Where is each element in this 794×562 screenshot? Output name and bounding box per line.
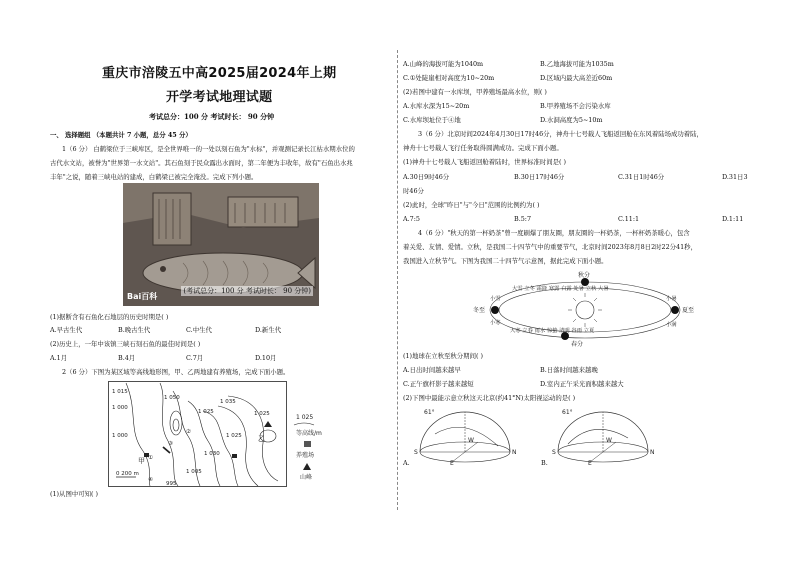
option: D.10月 bbox=[255, 354, 277, 362]
sky-dome-a bbox=[410, 404, 520, 466]
legend-contour-value: 1 025 bbox=[296, 414, 314, 421]
option: D.1:11 bbox=[722, 215, 744, 223]
contour-label: 1 050 bbox=[164, 395, 180, 401]
baike-logo: Bai百科 bbox=[127, 292, 158, 301]
exam-meta: 考试总分：100 分 考试时长： 90 分钟 bbox=[149, 112, 275, 121]
question-text: 2（6 分）下图为某区域等高线地形图，甲、乙两地建有养殖场，完成下面小题。 bbox=[62, 368, 290, 376]
legend-farm-label: 养殖场 bbox=[296, 452, 315, 459]
option: B.日落时间越来越晚 bbox=[540, 366, 598, 374]
question-text: 3（6 分）北京时间2024年4月30日17时46分，神舟十七号载人飞船返回舱在东风着陆场成功着陆， bbox=[418, 130, 703, 138]
direction-e: E bbox=[450, 460, 454, 466]
question-text: 古代水文站，被誉为"世界第一水文站"。其石鱼刻于民众露出水面时，第二年便为丰收年，故有"石鱼出水兆 bbox=[50, 159, 353, 167]
option: C.①处陡崖相对高度为10~20m bbox=[403, 74, 495, 82]
legend-contour-label: 等高线/m bbox=[296, 430, 322, 437]
contour-label: 1 005 bbox=[186, 469, 202, 475]
sun-icon bbox=[576, 301, 594, 319]
contour-label: 1 030 bbox=[204, 451, 220, 457]
option: A.1月 bbox=[50, 354, 68, 362]
question-text: 神舟十七号载人飞行任务取得圆满成功。完成下面小题。 bbox=[403, 144, 563, 152]
sub-question: (1)据断含有石鱼化石地层的历史时期是( ) bbox=[50, 313, 169, 321]
map-scale: 0 200 m bbox=[116, 471, 139, 477]
option: B.甲养殖场不会污染水库 bbox=[540, 102, 611, 110]
sky-dome-b bbox=[548, 404, 658, 466]
equinox-label: 秋分 bbox=[578, 272, 591, 279]
solar-terms-diagram bbox=[470, 270, 700, 348]
contour-label: 1 025 bbox=[198, 409, 214, 415]
contour-map bbox=[108, 381, 338, 487]
stone-fish-photo bbox=[123, 183, 319, 306]
solstice-label: 夏至 bbox=[682, 307, 695, 314]
solar-term-label: 小寒 bbox=[490, 320, 501, 326]
option: D.区域内最大高差近60m bbox=[540, 74, 613, 82]
contour-label: 1 025 bbox=[254, 411, 270, 417]
option: C.31日1时46分 bbox=[618, 173, 665, 181]
earth-winter-solstice bbox=[491, 306, 499, 314]
earth-autumn-equinox bbox=[581, 278, 589, 286]
direction-s: S bbox=[414, 449, 418, 456]
direction-w: W bbox=[468, 437, 474, 444]
solar-terms-top: 大雪 立冬 霜降 寒露 白露 处暑 立秋 大暑 bbox=[512, 286, 609, 292]
option: A.早古生代 bbox=[50, 326, 83, 334]
option: D.31日3 bbox=[722, 173, 748, 181]
option: C.7月 bbox=[186, 354, 204, 362]
question-text: 我国进入立秋节气。下图为我国二十四节气示意图，据此完成下面小题。 bbox=[403, 257, 608, 265]
option: B.4月 bbox=[118, 354, 136, 362]
question-text: 4（6 分）"秋天的第一杯奶茶"曾一度刷爆了朋友圈，朋友圈的一杯奶茶，一杯杯奶茶暖心，包含 bbox=[418, 229, 690, 237]
solar-term-label: 小满 bbox=[666, 322, 677, 328]
contour-label: 1 025 bbox=[226, 433, 242, 439]
contour-label: 995 bbox=[166, 481, 177, 487]
site-mark: ② bbox=[186, 429, 191, 435]
option: C.中生代 bbox=[186, 326, 212, 334]
option: B.乙地海拔可能为1035m bbox=[540, 60, 614, 68]
contour-label: 1 000 bbox=[112, 405, 128, 411]
option: D.室内正午采光面积越来越大 bbox=[540, 380, 624, 388]
solstice-label: 冬至 bbox=[473, 307, 486, 314]
page-title: 重庆市涪陵五中高2025届2024年上期 bbox=[102, 66, 337, 81]
option: B.30日17时46分 bbox=[514, 173, 565, 181]
option: A.水库水深为15~20m bbox=[403, 102, 470, 110]
sub-question: (1)神舟十七号载人飞船返回舱着陆时，世界标准时间是( ) bbox=[403, 158, 567, 166]
sub-question: (1)地球在立秋至秋分期间( ) bbox=[403, 352, 483, 360]
option-wrap: 时46分 bbox=[403, 187, 424, 195]
direction-e: E bbox=[588, 460, 592, 466]
place-label-yi: 乙 bbox=[258, 435, 265, 443]
option-label-b: B. bbox=[541, 459, 548, 467]
question-text: 丰年"之说，随着三峡电站的建成，白鹤梁已被完全淹没。完成下列小题。 bbox=[50, 173, 258, 181]
farm-marker bbox=[232, 454, 237, 458]
option-label-a: A. bbox=[403, 459, 410, 467]
photo-caption: (考试总分：100 分 考试时长： 90 分钟) bbox=[183, 287, 311, 295]
place-label-jia: 甲 bbox=[138, 457, 145, 465]
option: A.30日9时46分 bbox=[403, 173, 450, 181]
direction-n: N bbox=[512, 449, 517, 456]
sub-question: (1)从图中可知( ) bbox=[50, 490, 99, 498]
option: B.晚古生代 bbox=[118, 326, 151, 334]
sun-angle-label: 61° bbox=[424, 409, 435, 416]
column-divider bbox=[397, 50, 398, 510]
option: C.11:1 bbox=[618, 215, 640, 223]
direction-n: N bbox=[650, 449, 655, 456]
direction-w: W bbox=[606, 437, 612, 444]
option: C.水库坝址位于④地 bbox=[403, 116, 461, 124]
option: A.山峰的海拔可能为1040m bbox=[403, 60, 484, 68]
sub-question: (2)若图中建有一水库坝，甲养殖场最高水位，则( ) bbox=[403, 88, 547, 96]
solar-term-label: 小暑 bbox=[666, 296, 677, 302]
question-text: 着关爱、友情、爱情。立秋，是我国二十四节气中的重要节气，北京时间2023年8月8日2时22分41秒， bbox=[403, 243, 697, 251]
option: B.5:7 bbox=[514, 215, 532, 223]
sub-question: (2)下图中最能示意立秋这天北京(约41°N)太阳视运动的是( ) bbox=[403, 394, 576, 402]
solar-terms-bottom: 大寒 立春 雨水 惊蛰 清明 谷雨 立夏 bbox=[510, 328, 595, 334]
site-mark: ③ bbox=[168, 441, 173, 447]
sun-angle-label: 61° bbox=[562, 409, 573, 416]
site-mark: ④ bbox=[148, 477, 153, 483]
sub-question: (2)此时，全球"昨日"与"今日"范围的比例约为( ) bbox=[403, 201, 540, 209]
site-mark: ① bbox=[148, 455, 153, 461]
option: A.日出时间越来越早 bbox=[403, 366, 461, 374]
contour-label: 1 015 bbox=[112, 389, 128, 395]
question-text: 1（6 分） 白鹤梁位于三峡库区，是全世界唯一的一处以刻石鱼为"水标"，并观测记录长江枯水期水位的 bbox=[62, 145, 355, 153]
contour-label: 1 000 bbox=[112, 433, 128, 439]
solar-term-label: 小雪 bbox=[490, 296, 501, 302]
contour-label: 1 035 bbox=[220, 399, 236, 405]
section-heading: 一、 选择题组 （本题共计 7 小题，总分 45 分） bbox=[50, 131, 192, 139]
direction-s: S bbox=[552, 449, 556, 456]
option: A.7:5 bbox=[403, 215, 420, 223]
equinox-label: 春分 bbox=[571, 341, 584, 348]
earth-summer-solstice bbox=[671, 306, 679, 314]
option: C.正午旗杆影子越来越短 bbox=[403, 380, 474, 388]
sub-question: (2)历史上，一年中该镇三峡石刻石鱼的最佳时间是( ) bbox=[50, 340, 201, 348]
option: D.水洞高度为5~10m bbox=[540, 116, 603, 124]
option: D.新生代 bbox=[255, 326, 282, 334]
page-subtitle: 开学考试地理试题 bbox=[166, 90, 273, 105]
legend-peak-label: 山峰 bbox=[300, 474, 313, 481]
